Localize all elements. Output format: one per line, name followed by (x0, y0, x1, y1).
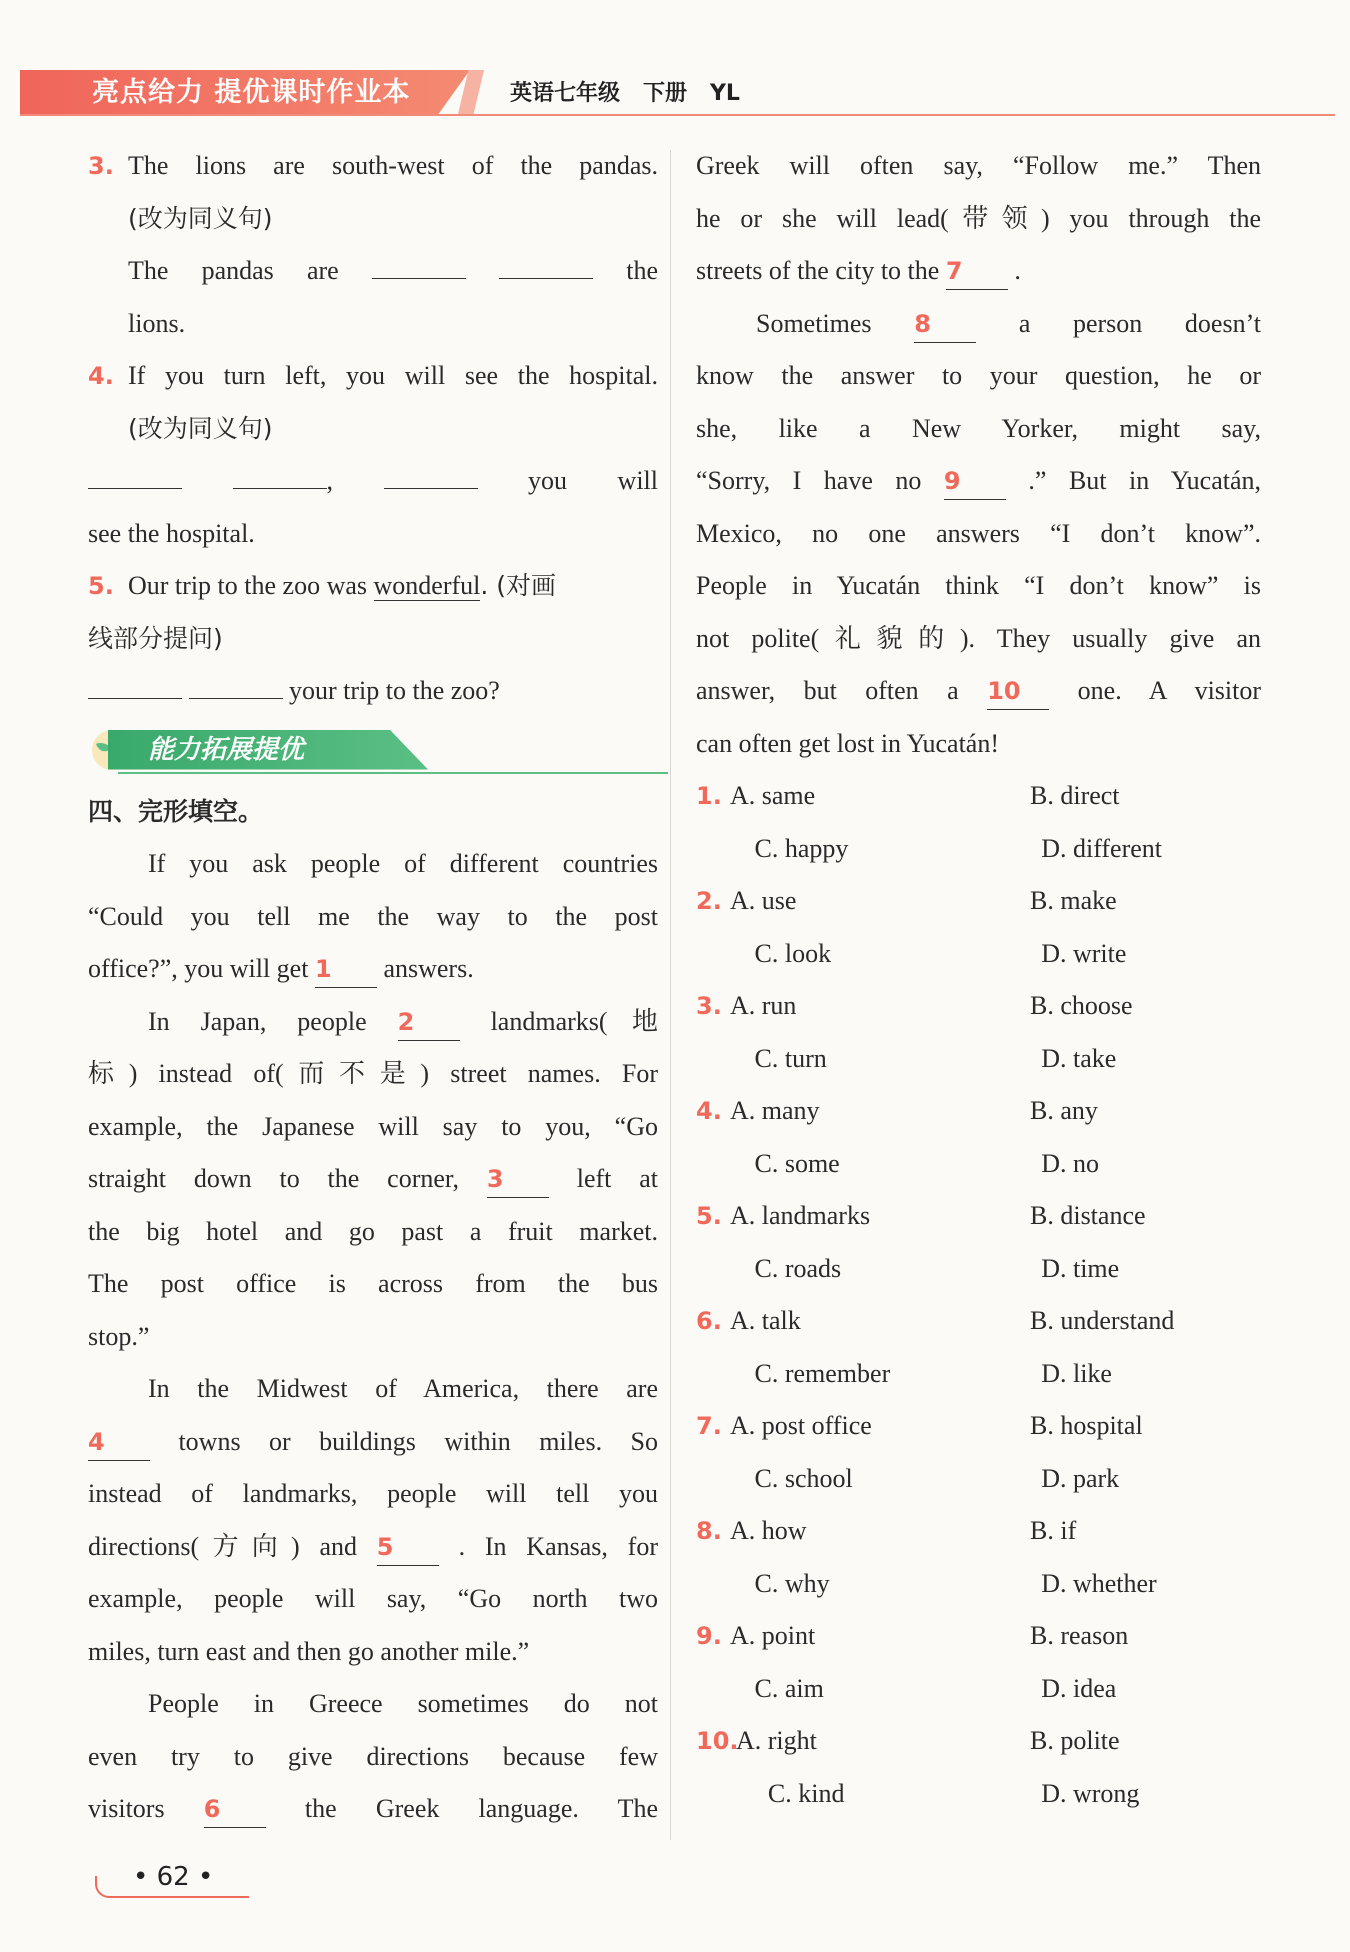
passage-line: streets of the city to the 7 . (696, 245, 1261, 298)
banner-title: 能力拓展提优 (148, 734, 305, 765)
option-a[interactable]: A. run (730, 991, 797, 1020)
column-divider (670, 150, 671, 1840)
cloze-blank[interactable]: 10 (987, 673, 1049, 710)
option-row (696, 1400, 1261, 1453)
answer-blank[interactable] (88, 458, 182, 489)
option-b[interactable]: B. if (1030, 1516, 1077, 1545)
option-d[interactable]: D. wrong (1041, 1778, 1140, 1808)
underlined-word: wonderful (373, 571, 481, 600)
cloze-blank[interactable]: 7 (946, 253, 1008, 290)
option-number: 2. (696, 887, 722, 915)
passage-line: Greek will often say, “Follow me.” Then (696, 151, 1261, 180)
passage-line: the big hotel and go past a fruit market. (88, 1216, 658, 1246)
question-number: 4. (88, 362, 114, 390)
passage-line: 标) instead of(而不是) street names. For (88, 1059, 658, 1088)
passage-line: In the Midwest of America, there are (148, 1374, 658, 1403)
option-c[interactable]: C. happy (754, 833, 849, 863)
option-row (696, 1715, 1261, 1768)
left-column (88, 140, 658, 1836)
passage-line: Mexico, no one answers “I don’t know”. (696, 518, 1261, 548)
option-row (696, 1033, 1261, 1086)
passage-line: miles, turn east and then go another mile.” (88, 1636, 530, 1666)
passage-line: stop.” (88, 1321, 150, 1351)
option-c[interactable]: C. kind (767, 1778, 845, 1808)
option-row (696, 1610, 1261, 1663)
question-text: Our trip to the zoo was wonderful. (对画 (128, 571, 557, 600)
answer-line: The pandas are the (128, 245, 658, 298)
question-instruction: 线部分提问) (88, 623, 223, 653)
question-instruction: (改为同义句) (128, 203, 273, 233)
option-number: 8. (696, 1517, 722, 1545)
passage-line: instead of landmarks, people will tell you (88, 1479, 658, 1508)
option-d[interactable]: D. no (1041, 1148, 1099, 1178)
option-b[interactable]: B. any (1030, 1096, 1098, 1125)
passage-line: not polite(礼貌的). They usually give an (696, 623, 1261, 653)
section-banner (88, 724, 658, 780)
option-c[interactable]: C. school (754, 1463, 853, 1493)
question-5-answer: 线部分提问) your trip to the zoo? (88, 613, 658, 718)
cloze-passage-right (696, 140, 1261, 770)
passage-line: In Japan, people 2 landmarks(地 (88, 996, 658, 1049)
answer-blank[interactable] (499, 248, 593, 279)
option-b[interactable]: B. choose (1030, 991, 1133, 1020)
option-b[interactable]: B. understand (1030, 1306, 1175, 1335)
cloze-blank[interactable]: 9 (944, 463, 1006, 500)
question-5 (88, 560, 658, 613)
answer-blank[interactable] (233, 458, 327, 489)
header-rule (20, 114, 1335, 116)
option-d[interactable]: D. write (1041, 938, 1127, 968)
option-number: 7. (696, 1412, 722, 1440)
option-c[interactable]: C. remember (754, 1358, 891, 1388)
passage-line: directions(方向) and 5 . In Kansas, for (88, 1521, 658, 1574)
option-b[interactable]: B. make (1030, 886, 1117, 915)
passage-line: People in Yucatán think “I don’t know” is (696, 571, 1261, 600)
passage-line: answer, but often a 10 one. A visitor (696, 665, 1261, 718)
page-number-rule (123, 1896, 249, 1898)
right-column (696, 140, 1261, 1820)
option-number: 10. (696, 1727, 739, 1755)
option-a[interactable]: A. right (736, 1726, 817, 1755)
workbook-page: 亮点给力 提优课时作业本 英语七年级 下册 YL 3. The lions are south-west of the pandas. (改为同义句) The pandas are the lions. 4. If you turn left, you will see the hospital. (改为同义句) , you will see the hospital. 5. Our trip to the zoo was wonderful. (对画 线部分提问) your trip to the zoo? 能力拓展提优 四、完形填空。 If you ask people of different countries “Could you tell me the way to the post office?”, you will get 1 answers. In Japan, people 2 landmarks(地 标) instead of(而不是) street names. For example, the Japanese will say to you, “Go straight down to the corner, 3 left at the big hotel and go past a fruit market. The post office is across from the bus stop.” In the Midwest of America, there are 4 towns or buildings within miles. So instead of landmarks, people will tell you directions(方向) and 5 . In Kansas, for example, people will say, “Go north two miles, turn east and then go another mile.” People in Greece sometimes do not even try to give directions because few visitors 6 the Greek language. The Greek will often say, “Follow me.” Then he or she will lead(带领) you through the streets of the city to the 7 . Sometimes 8 a person doesn’t know the answer to your question, he or she, like a New Yorker, might say, “Sorry, I have no 9 .” But in Yucatán, Mexico, no one answers “I don’t know”. People in Yucatán think “I don’t know” is not polite(礼貌的). They usually give an answer, but often a 10 one. A visitor can often get lost in Yucatán! 1. A. same B. direct C. happy D. different 2. A. use B. make C. look D. write 3. A. run B. choose C. turn D. take 4. A. many B. any C. some D. no 5. A. landmarks B. distance C. roads D. time 6. A. talk B. understand C. remember D. like 7. A. post office B. hospital C. school D. park 8. A. how B. if C. why D. whether 9. A. point B. reason C. aim D. idea 10. A. right B. polite C. kind D. wrong • 62 • (0, 0, 1350, 1952)
passage-line: visitors 6 the Greek language. The (88, 1783, 658, 1836)
question-4-answer: , you will see the hospital. (88, 455, 658, 560)
option-number: 6. (696, 1307, 722, 1335)
option-row (696, 1768, 1261, 1821)
banner-rule (118, 772, 668, 774)
option-d[interactable]: D. park (1041, 1463, 1120, 1493)
answer-blank[interactable] (88, 668, 182, 699)
question-3 (88, 140, 658, 350)
cloze-blank[interactable]: 8 (914, 306, 976, 343)
option-c[interactable]: C. turn (754, 1043, 827, 1073)
option-number: 4. (696, 1097, 722, 1125)
option-b[interactable]: B. polite (1030, 1726, 1120, 1755)
option-row (696, 1453, 1261, 1506)
answer-blank[interactable] (384, 458, 478, 489)
option-row (696, 1243, 1261, 1296)
option-row (696, 770, 1261, 823)
question-4 (88, 350, 658, 455)
option-a[interactable]: A. many (730, 1096, 820, 1125)
option-c[interactable]: C. some (754, 1148, 840, 1178)
answer-blank[interactable] (189, 668, 283, 699)
option-a[interactable]: A. talk (730, 1306, 801, 1335)
passage-line: she, like a New Yorker, might say, (696, 413, 1261, 443)
option-d[interactable]: D. take (1041, 1043, 1117, 1073)
option-number: 1. (696, 782, 722, 810)
answer-blank[interactable] (372, 248, 466, 279)
page-header (20, 70, 1335, 118)
option-row (696, 823, 1261, 876)
passage-line: Sometimes 8 a person doesn’t (696, 298, 1261, 351)
option-row (696, 928, 1261, 981)
option-a[interactable]: A. same (730, 781, 816, 810)
question-instruction: (改为同义句) (128, 413, 273, 443)
passage-line: People in Greece sometimes do not (148, 1689, 658, 1718)
option-c[interactable]: C. roads (754, 1253, 842, 1283)
question-number: 3. (88, 152, 114, 180)
option-a[interactable]: A. use (730, 886, 797, 915)
question-text: The lions are south-west of the pandas. (128, 151, 658, 180)
option-b[interactable]: B. hospital (1030, 1411, 1143, 1440)
cloze-passage-left (88, 838, 658, 1836)
option-row (696, 1663, 1261, 1716)
option-a[interactable]: A. landmarks (730, 1201, 871, 1230)
option-b[interactable]: B. direct (1030, 781, 1120, 810)
cloze-blank[interactable]: 1 (315, 951, 377, 988)
cloze-options (696, 770, 1261, 1820)
option-a[interactable]: A. post office (730, 1411, 872, 1440)
option-c[interactable]: C. aim (754, 1673, 824, 1703)
passage-line: If you ask people of different countries (148, 849, 658, 878)
option-row (696, 1295, 1261, 1348)
passage-line: straight down to the corner, 3 left at (88, 1153, 658, 1206)
cloze-blank[interactable]: 2 (398, 1004, 460, 1041)
passage-line: know the answer to your question, he or (696, 361, 1261, 390)
option-row (696, 980, 1261, 1033)
passage-line: office?”, you will get 1 answers. (88, 943, 658, 996)
option-row (696, 1190, 1261, 1243)
option-b[interactable]: B. distance (1030, 1201, 1146, 1230)
option-row (696, 1558, 1261, 1611)
option-number: 3. (696, 992, 722, 1020)
option-a[interactable]: A. how (730, 1516, 807, 1545)
question-number: 5. (88, 572, 114, 600)
passage-line: The post office is across from the bus (88, 1269, 658, 1298)
page-number-ornament (95, 1876, 127, 1898)
option-d[interactable]: D. time (1041, 1253, 1120, 1283)
option-row (696, 1138, 1261, 1191)
option-c[interactable]: C. look (754, 938, 832, 968)
passage-line: 4 towns or buildings within miles. So (88, 1416, 658, 1469)
option-b[interactable]: B. reason (1030, 1621, 1129, 1650)
passage-line: can often get lost in Yucatán! (696, 728, 999, 758)
passage-line: “Could you tell me the way to the post (88, 901, 658, 931)
passage-line: he or she will lead(带领) you through the (696, 203, 1261, 233)
question-text: If you turn left, you will see the hospital. (128, 361, 658, 390)
option-number: 9. (696, 1622, 722, 1650)
option-row (696, 875, 1261, 928)
option-number: 5. (696, 1202, 722, 1230)
cloze-blank[interactable]: 4 (88, 1424, 150, 1461)
option-row (696, 1348, 1261, 1401)
option-c[interactable]: C. why (754, 1568, 830, 1598)
cloze-blank[interactable]: 6 (204, 1791, 266, 1828)
header-brand: 亮点给力 提优课时作业本 (92, 77, 411, 108)
section-title: 四、完形填空。 (88, 796, 264, 826)
option-d[interactable]: D. whether (1041, 1568, 1157, 1598)
option-row (696, 1085, 1261, 1138)
header-subtitle: 英语七年级 下册 YL (510, 81, 740, 106)
passage-line: “Sorry, I have no 9 .” But in Yucatán, (696, 455, 1261, 508)
passage-line: example, people will say, “Go north two (88, 1584, 658, 1613)
cloze-blank[interactable]: 5 (377, 1529, 439, 1566)
option-a[interactable]: A. point (730, 1621, 816, 1650)
passage-line: example, the Japanese will say to you, “Go (88, 1111, 658, 1141)
option-d[interactable]: D. different (1041, 833, 1163, 863)
option-d[interactable]: D. idea (1041, 1673, 1117, 1703)
passage-line: even try to give directions because few (88, 1741, 658, 1771)
cloze-blank[interactable]: 3 (487, 1161, 549, 1198)
option-d[interactable]: D. like (1041, 1358, 1112, 1388)
option-row (696, 1505, 1261, 1558)
answer-line-end: lions. (128, 308, 186, 338)
